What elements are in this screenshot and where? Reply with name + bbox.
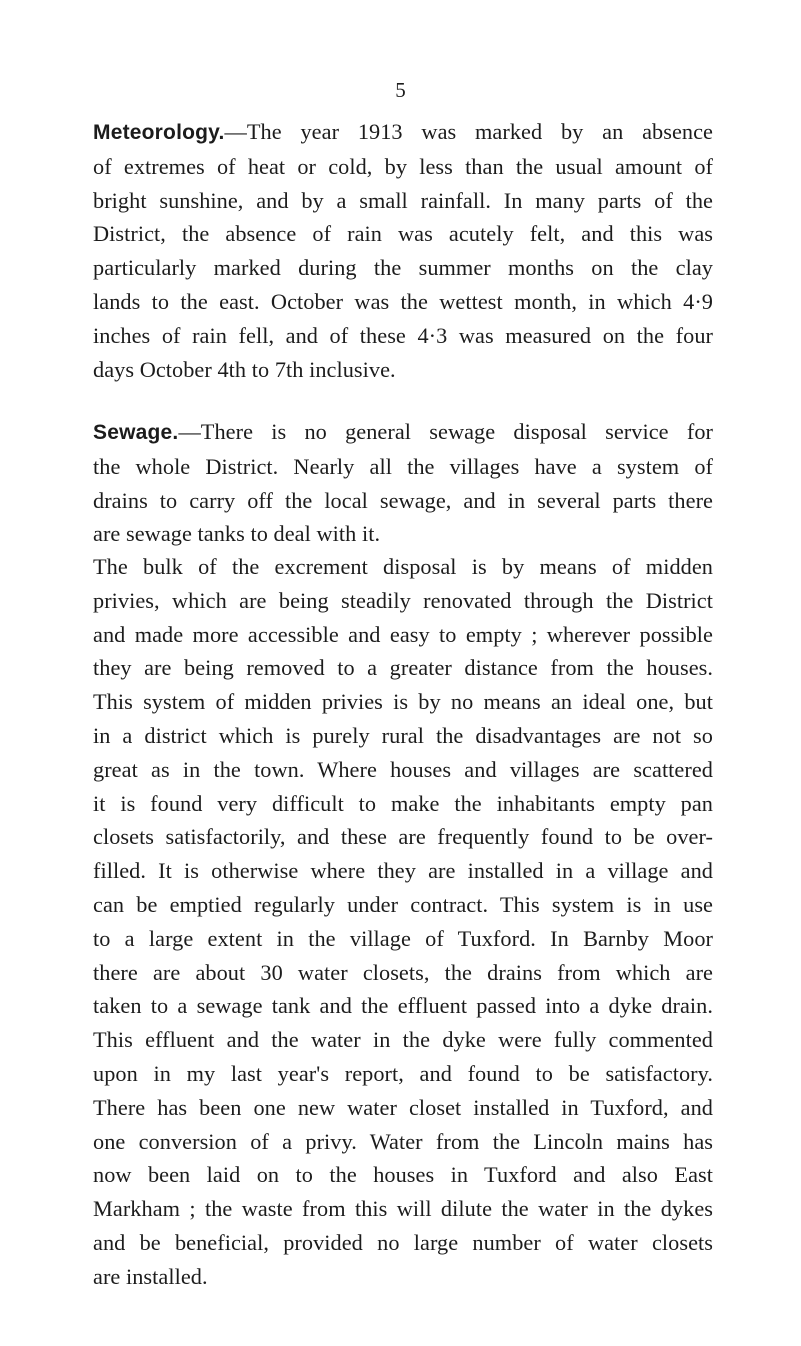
paragraph-line: privies, which are being steadily renovated through the District — [93, 587, 713, 613]
paragraph-excrement-disposal — [93, 550, 713, 1294]
paragraph-line: The bulk of the excrement disposal is by means of midden — [93, 554, 713, 579]
paragraph-line: bright sunshine, and by a small rainfall. In many parts of the — [93, 187, 713, 213]
paragraph-line: filled. It is otherwise where they are installed in a village and — [93, 858, 713, 884]
paragraph-line: and be beneficial, provided no large number of water closets — [93, 1229, 713, 1255]
paragraph-line: can be emptied regularly under contract. This system is in use — [93, 891, 713, 917]
paragraph-line — [93, 415, 713, 450]
paragraph-line: days October 4th to 7th inclusive. — [93, 356, 396, 382]
paragraph-line: in a district which is purely rural the disadvantages are not so — [93, 722, 713, 748]
paragraph-line: This effluent and the water in the dyke were fully commented — [93, 1027, 713, 1053]
paragraph-line: the whole District. Nearly all the villages have a system of — [93, 453, 713, 479]
paragraph-line — [93, 115, 713, 150]
paragraph-line: drains to carry off the local sewage, and in several parts there — [93, 487, 713, 513]
section-heading-sewage: Sewage. — [93, 421, 179, 444]
paragraph-meteorology — [93, 115, 713, 386]
paragraph-line: are installed. — [93, 1263, 208, 1289]
paragraph-line: to a large extent in the village of Tuxford. In Barnby Moor — [93, 925, 713, 951]
paragraph-line: it is found very difficult to make the inhabitants empty pan — [93, 790, 713, 816]
page-number: 5 — [395, 78, 406, 102]
paragraph-line: District, the absence of rain was acutely felt, and this was — [93, 221, 713, 247]
paragraph-line: great as in the town. Where houses and villages are scattered — [93, 756, 713, 782]
paragraph-line: upon in my last year's report, and found to be satisfactory. — [93, 1060, 713, 1086]
paragraph-line: There has been one new water closet installed in Tuxford, and — [93, 1094, 713, 1120]
paragraph-line: and made more accessible and easy to empty ; wherever possible — [93, 621, 713, 647]
paragraph-line: taken to a sewage tank and the effluent passed into a dyke drain. — [93, 993, 713, 1019]
line-text: —The year 1913 was marked by an absence — [224, 119, 713, 144]
paragraph-line: there are about 30 water closets, the drains from which are — [93, 959, 713, 985]
paragraph-line: lands to the east. October was the wettest month, in which 4·9 — [93, 288, 713, 314]
paragraph-sewage — [93, 415, 713, 551]
paragraph-line: Markham ; the waste from this will dilute the water in the dykes — [93, 1196, 713, 1222]
paragraph-line: they are being removed to a greater distance from the houses. — [93, 655, 713, 681]
paragraph-line: particularly marked during the summer months on the clay — [93, 255, 713, 281]
paragraph-line: now been laid on to the houses in Tuxford and also East — [93, 1162, 713, 1188]
paragraph-line: are sewage tanks to deal with it. — [93, 521, 381, 547]
paragraph-line: inches of rain fell, and of these 4·3 was measured on the four — [93, 322, 713, 348]
paragraph-line: one conversion of a privy. Water from the Lincoln mains has — [93, 1128, 713, 1154]
paragraph-line: This system of midden privies is by no means an ideal one, but — [93, 689, 713, 715]
line-text: —There is no general sewage disposal service for — [178, 419, 713, 444]
paragraph-line: of extremes of heat or cold, by less than the usual amount of — [93, 153, 713, 179]
paragraph-line: closets satisfactorily, and these are frequently found to be over- — [93, 824, 713, 850]
section-heading-meteorology: Meteorology. — [93, 121, 225, 144]
